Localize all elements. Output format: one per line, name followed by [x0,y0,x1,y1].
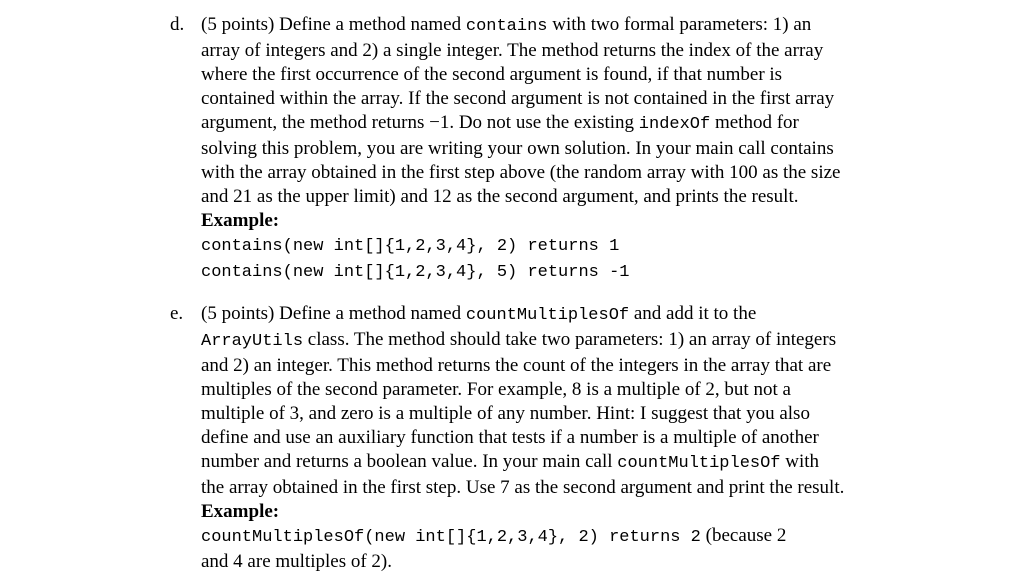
code-term: countMultiplesOf [465,306,630,325]
text-run: with [780,451,820,472]
part-d-line [201,137,921,161]
text-run: method for [710,112,799,133]
text-run: (5 points) Define a method named [201,14,466,35]
part-d-line [201,63,921,87]
text-run: define and use an auxiliary function that tests if a number is a multiple of another [201,427,819,448]
part-d-line [201,39,921,63]
part-e-marker: e. [170,303,184,324]
code-term: ArrayUtils [201,332,304,351]
text-run: (5 points) Define a method named [201,303,466,324]
part-e-line [201,378,921,402]
code-term: indexOf [638,115,711,134]
code-term: countMultiplesOf [617,454,781,473]
text-run: and 21 as the upper limit) and 12 as the second argument, and prints the result. [201,186,799,207]
part-e-line [201,328,921,354]
part-e-line [201,302,921,328]
part-d-line [201,13,921,39]
part-d-example-line [201,259,921,285]
text-run: multiple of 3, and zero is a multiple of any number. Hint: I suggest that you also [201,403,810,424]
part-d-line [201,111,921,137]
code-example: contains(new int[]{1,2,3,4}, 5) returns -1 [201,263,630,282]
text-run: and add it to the [629,303,757,324]
part-d-example-label: Example: [201,210,280,231]
code-example: contains(new int[]{1,2,3,4}, 2) returns 1 [201,237,620,256]
text-run: multiples of the second parameter. For example, 8 is a multiple of 2, but not a [201,379,791,400]
text-run: solving this problem, you are writing your own solution. In your main call contains [201,138,834,159]
text-run: with the array obtained in the first step above (the random array with 100 as the size [201,162,841,183]
part-e-line [201,402,921,426]
part-d-example-line [201,233,921,259]
text-run: and 4 are multiples of 2). [201,551,393,572]
part-d-content [201,13,921,285]
part-d-line [201,161,921,185]
part-d-line [201,185,921,209]
text-run: argument, the method returns −1. Do not use the existing [201,112,639,133]
part-e-line [201,354,921,378]
text-run: array of integers and 2) a single integer. The method returns the index of the array [201,40,824,61]
text-run: class. The method should take two parameters: 1) an array of integers [303,329,837,350]
code-example: countMultiplesOf(new int[]{1,2,3,4}, 2) returns 2 [201,528,701,547]
part-e-content [201,302,921,574]
part-e-line [201,476,921,500]
text-run: (because 2 [700,525,787,546]
part-e-line [201,426,921,450]
text-run: contained within the array. If the second argument is not contained in the first array [201,88,835,109]
text-run: and 2) an integer. This method returns the count of the integers in the array that are [201,355,832,376]
part-e-line [201,450,921,476]
part-e-example-tail [201,550,921,574]
part-d-line [201,87,921,111]
code-term: contains [465,17,548,36]
text-run: number and returns a boolean value. In your main call [201,451,618,472]
part-e-example-label: Example: [201,501,280,522]
part-d-marker: d. [170,14,185,35]
part-e-example-line [201,524,921,550]
text-run: where the first occurrence of the second argument is found, if that number is [201,64,783,85]
text-run: with two formal parameters: 1) an [547,14,812,35]
text-run: the array obtained in the first step. Use 7 as the second argument and print the result. [201,477,845,498]
